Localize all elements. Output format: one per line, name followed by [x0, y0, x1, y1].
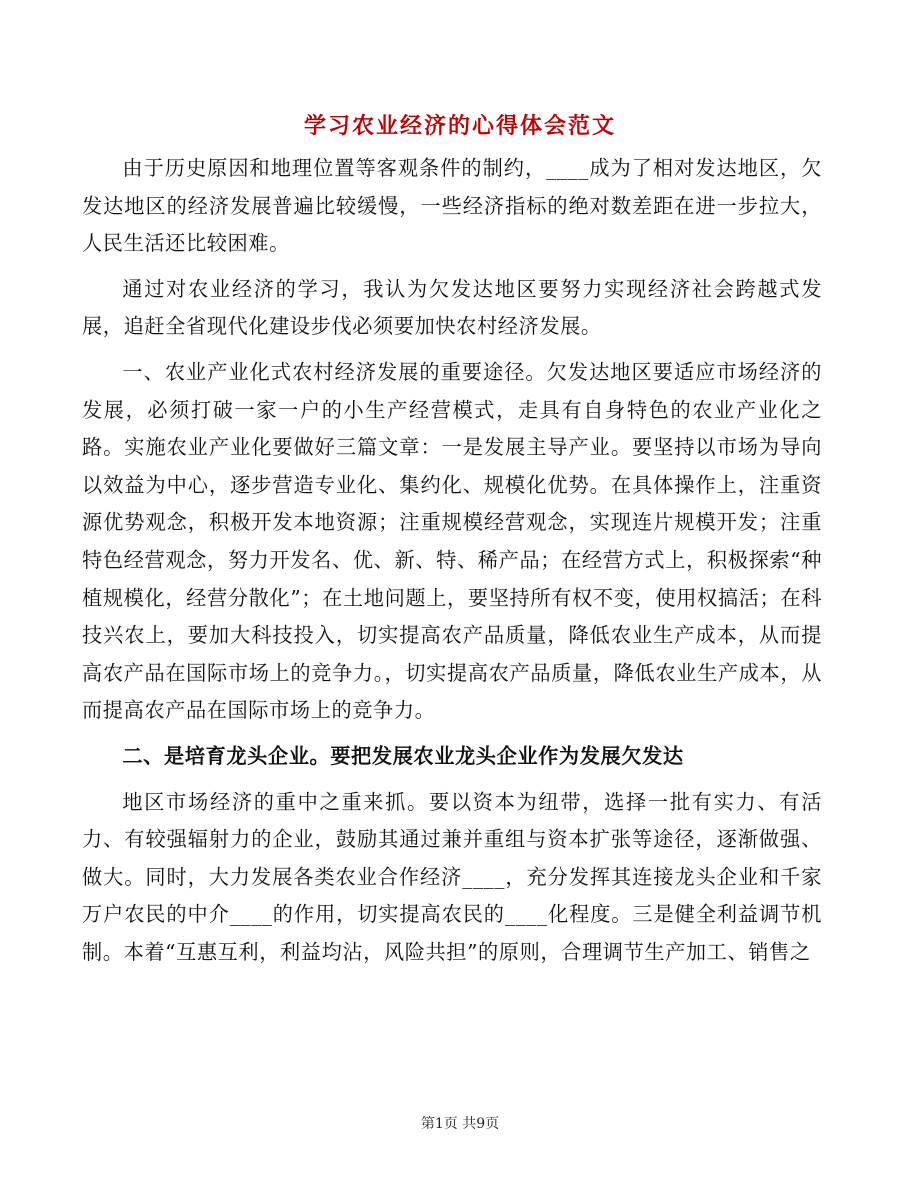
section-heading-leading-enterprises: 二、是培育龙头企业。要把发展农业龙头企业作为发展欠发达 — [122, 743, 684, 768]
paragraph-study: 通过对农业经济的学习，我认为欠发达地区要努力实现经济社会跨越式发展，追赶全省现代化建设步伐必须要加快农村经济发展。 — [82, 276, 822, 339]
paragraph-industrialization: 一、农业产业化式农村经济发展的重要途径。欠发达地区要适应市场经济的发展，必须打破一家一户的小生产经营模式，走具有自身特色的农业产业化之路。实施农业产业化要做好三篇文章：一是发展主导产业。要坚持以市场为导向以效益为中心，逐步营造专业化、集约化、规模化优势。在具体操作上，注重资源优势观念，积极开发本地资源；注重规模经营观念，实现连片规模开发；注重特色经营观念，努力开发名、优、新、特、稀产品；在经营方式上，积极探索“种植规模化，经营分散化”；在土地问题上，要坚持所有权不变，使用权搞活；在科技兴农上，要加大科技投入，切实提高农产品质量，降低农业生产成本，从而提高农产品在国际市场上的竞争力。，切实提高农产品质量，降低农业生产成本，从而提高农产品在国际市场上的竞争力。 — [82, 359, 822, 723]
document-body — [82, 150, 822, 971]
paragraph-intro: 由于历史原因和地理位置等客观条件的制约，____成为了相对发达地区，欠发达地区的经济发展普遍比较缓慢，一些经济指标的绝对数差距在进一步拉大，人民生活还比较困难。 — [82, 156, 822, 256]
page-number: 第1页 共9页 — [420, 1116, 500, 1132]
document-title: 学习农业经济的心得体会范文 — [303, 113, 616, 139]
paragraph-leading-enterprises: 地区市场经济的重中之重来抓。要以资本为纽带，选择一批有实力、有活力、有较强辐射力的企业，鼓励其通过兼并重组与资本扩张等途径，逐渐做强、做大。同时，大力发展各类农业合作经济____，充分发挥其连接龙头企业和千家万户农民的中介____的作用，切实提高农民的____化程度。三是健全利益调节机制。本着“互惠互利，利益均沾，风险共担”的原则，合理调节生产加工、销售之 — [82, 789, 822, 964]
